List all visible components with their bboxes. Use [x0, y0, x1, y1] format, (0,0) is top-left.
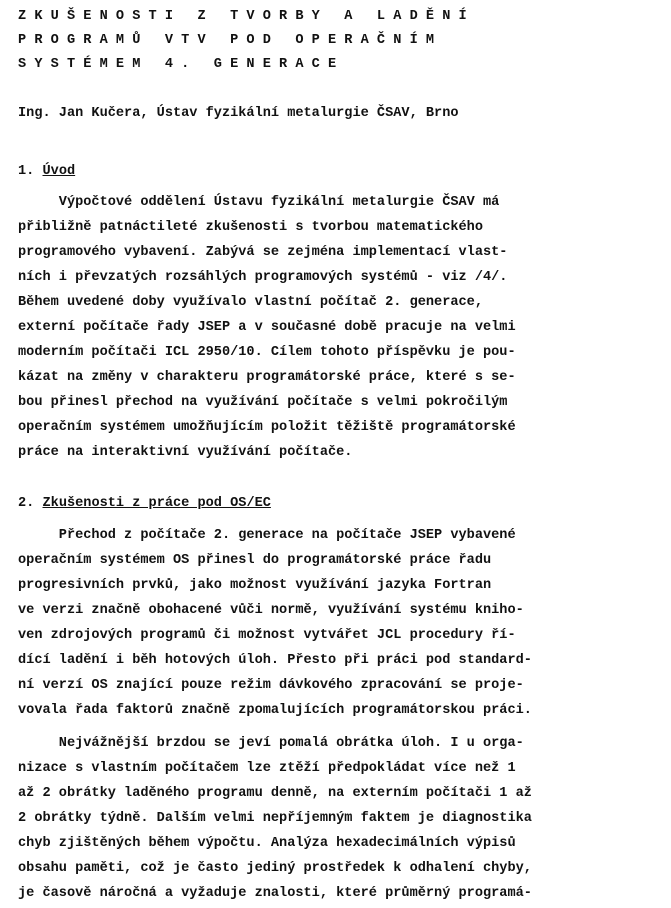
section-2-para-1-line: ven zdrojových programů či možnost vytvářet JCL procedury ří- — [18, 628, 516, 643]
section-2-para-1-line: ní verzí OS znající pouze režim dávkového zpracování se proje- — [18, 678, 524, 693]
section-2-para-2-line: 2 obrátky týdně. Dalším velmi nepříjemným faktem je diagnostika — [18, 811, 532, 826]
section-1-title: Úvod — [42, 164, 76, 179]
section-2-para-1-line: vovala řada faktorů značně zpomalujících programátorskou práci. — [18, 703, 532, 718]
section-2-heading — [18, 496, 671, 512]
section-2-para-1-line: ve verzi značně obohacené vůči normě, využívání systému kniho- — [18, 603, 524, 618]
section-2-para-2-line: obsahu paměti, což je často jediný prostředek k odhalení chyby, — [18, 861, 532, 876]
section-1-line: ních i převzatých rozsáhlých programových systémů - viz /4/. — [18, 270, 508, 285]
section-2-para-2-line: až 2 obrátky laděného programu denně, na externím počítači 1 až — [18, 786, 532, 801]
section-1-line: externí počítače řady JSEP a v současné době pracuje na velmi — [18, 320, 516, 335]
section-2-number: 2. — [18, 496, 35, 511]
section-2-title: Zkušenosti z práce pod OS/EC — [42, 496, 271, 511]
section-2-para-2-line: Nejvážnější brzdou se jeví pomalá obrátka úloh. I u orga- — [18, 736, 524, 751]
section-2-para-2-line: chyb zjištěných během výpočtu. Analýza hexadecimálních výpisů — [18, 836, 516, 851]
section-1-line: kázat na změny v charakteru programátorské práce, které s se- — [18, 370, 516, 385]
section-1-number: 1. — [18, 164, 35, 179]
section-1-line: práce na interaktivní využívání počítače. — [18, 445, 353, 460]
section-1-line: Během uvedené doby využívalo vlastní počítač 2. generace, — [18, 295, 483, 310]
section-1-line: bou přinesl přechod na využívání počítače s velmi pokročilým — [18, 395, 508, 410]
section-2-para-1-line: progresivních prvků, jako možnost využívání jazyka Fortran — [18, 578, 492, 593]
section-2-para-2-line: je časově náročná a vyžaduje znalosti, které průměrný programá- — [18, 886, 532, 901]
section-2-para-2-line: nizace s vlastním počítačem lze ztěží předpokládat více než 1 — [18, 761, 516, 776]
section-2-para-1-line: operačním systémem OS přinesl do programátorské práce řadu — [18, 553, 492, 568]
section-2-para-1-line: Přechod z počítače 2. generace na počítače JSEP vybavené — [18, 528, 516, 543]
section-1-line: programového vybavení. Zabývá se zejména implementací vlast- — [18, 245, 508, 260]
section-1-line: moderním počítači ICL 2950/10. Cílem tohoto příspěvku je pou- — [18, 345, 516, 360]
section-1-line: přibližně patnáctileté zkušenosti s tvorbou matematického — [18, 220, 483, 235]
section-2-para-1-line: dící ladění i běh hotových úloh. Přesto při práci pod standard- — [18, 653, 532, 668]
title-line-1: Z K U Š E N O S T I Z T V O R B Y A L A D Ě N Í — [18, 9, 467, 24]
section-1-line: Výpočtové oddělení Ústavu fyzikální metalurgie ČSAV má — [18, 195, 500, 210]
section-1-heading — [18, 164, 671, 180]
section-1-line: operačním systémem umožňujícím položit těžiště programátorské — [18, 420, 516, 435]
title-line-2: P R O G R A M Ů V T V P O D O P E R A Č N Í M — [18, 33, 435, 48]
author-line: Ing. Jan Kučera, Ústav fyzikální metalurgie ČSAV, Brno — [18, 106, 459, 121]
title-line-3: S Y S T É M E M 4 . G E N E R A C E — [18, 57, 337, 72]
